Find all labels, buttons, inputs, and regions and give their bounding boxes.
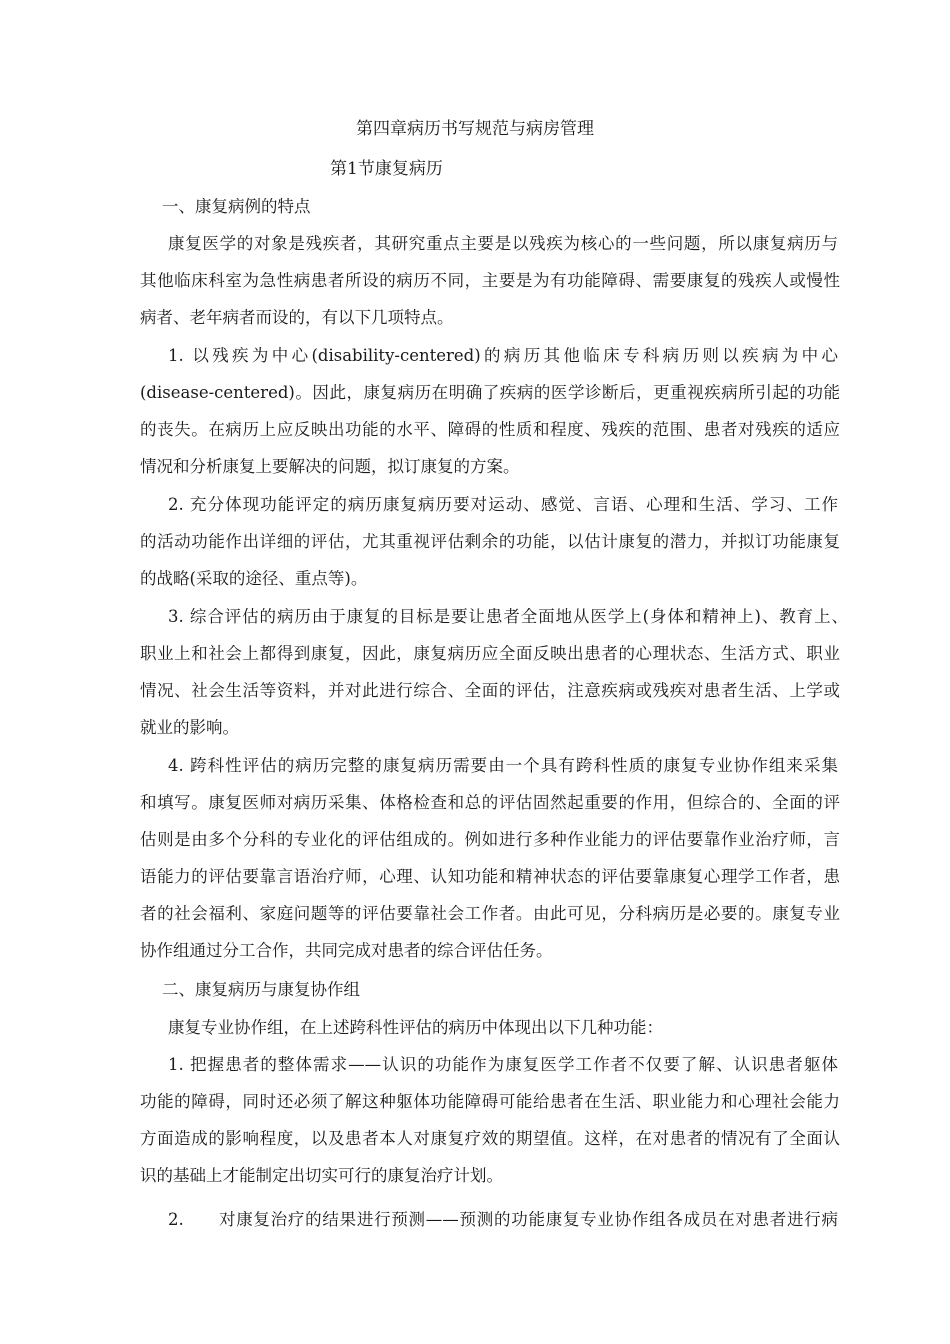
paragraph-line: 康复医学的对象是残疾者，其研究重点主要是以残疾为核心的一些问题，所以康复病历与	[168, 234, 838, 253]
paragraph-line: 情况和分析康复上要解决的问题，拟订康复的方案。	[140, 457, 520, 476]
paragraph-line: 语能力的评估要靠言语治疗师，心理、认知功能和精神状态的评估要靠康复心理学工作者，患	[140, 867, 840, 886]
paragraph-line: 方面造成的影响程度，以及患者本人对康复疗效的期望值。这样，在对患者的情况有了全面认	[140, 1129, 840, 1148]
paragraph-line: 者的社会福利、家庭问题等的评估要靠社会工作者。由此可见，分科病历是必要的。康复专业	[140, 904, 840, 923]
paragraph-line: 2. 对康复治疗的结果进行预测——预测的功能康复专业协作组各成员在对患者进行病	[168, 1210, 838, 1229]
paragraph-line: 1. 以残疾为中心(disability-centered)的病历其他临床专科病历则以疾病为中心	[168, 346, 838, 365]
paragraph-line: (disease-centered)。因此，康复病历在明确了疾病的医学诊断后，更重视疾病所引起的功能	[140, 383, 840, 402]
heading-team: 二、康复病历与康复协作组	[162, 980, 360, 999]
heading-characteristics: 一、康复病例的特点	[162, 197, 311, 216]
paragraph-line: 4. 跨科性评估的病历完整的康复病历需要由一个具有跨科性质的康复专业协作组来采集	[168, 756, 838, 775]
paragraph-line: 的战略(采取的途径、重点等)。	[140, 569, 368, 588]
paragraph-line: 的活动功能作出详细的评估，尤其重视评估剩余的功能，以估计康复的潜力，并拟订功能康复	[140, 532, 840, 551]
paragraph-line: 病者、老年病者而设的，有以下几项特点。	[140, 308, 454, 327]
chapter-title: 第四章病历书写规范与病房管理	[356, 119, 594, 139]
paragraph-line: 估则是由多个分科的专业化的评估组成的。例如进行多种作业能力的评估要靠作业治疗师，言	[140, 830, 840, 849]
paragraph-line: 1. 把握患者的整体需求——认识的功能作为康复医学工作者不仅要了解、认识患者躯体	[168, 1055, 838, 1074]
paragraph-line: 就业的影响。	[140, 718, 239, 737]
paragraph-line: 协作组通过分工合作，共同完成对患者的综合评估任务。	[140, 941, 553, 960]
paragraph-line: 和填写。康复医师对病历采集、体格检查和总的评估固然起重要的作用，但综合的、全面的评	[140, 793, 840, 812]
paragraph-line: 职业上和社会上都得到康复，因此，康复病历应全面反映出患者的心理状态、生活方式、职业	[140, 644, 840, 663]
paragraph-line: 康复专业协作组，在上述跨科性评估的病历中体现出以下几种功能：	[168, 1018, 663, 1037]
section-title: 第1节康复病历	[330, 159, 443, 179]
paragraph-line: 2. 充分体现功能评定的病历康复病历要对运动、感觉、言语、心理和生活、学习、工作	[168, 495, 838, 514]
paragraph-line: 的丧失。在病历上应反映出功能的水平、障碍的性质和程度、残疾的范围、患者对残疾的适应	[140, 420, 840, 439]
paragraph-line: 识的基础上才能制定出切实可行的康复治疗计划。	[140, 1166, 503, 1185]
paragraph-line: 其他临床科室为急性病患者所设的病历不同，主要是为有功能障碍、需要康复的残疾人或慢性	[140, 271, 840, 290]
paragraph-line: 3. 综合评估的病历由于康复的目标是要让患者全面地从医学上(身体和精神上)、教育上、	[168, 607, 848, 626]
paragraph-line: 功能的障碍，同时还必须了解这种躯体功能障碍可能给患者在生活、职业能力和心理社会能力	[140, 1092, 840, 1111]
paragraph-line: 情况、社会生活等资料，并对此进行综合、全面的评估，注意疾病或残疾对患者生活、上学或	[140, 681, 840, 700]
